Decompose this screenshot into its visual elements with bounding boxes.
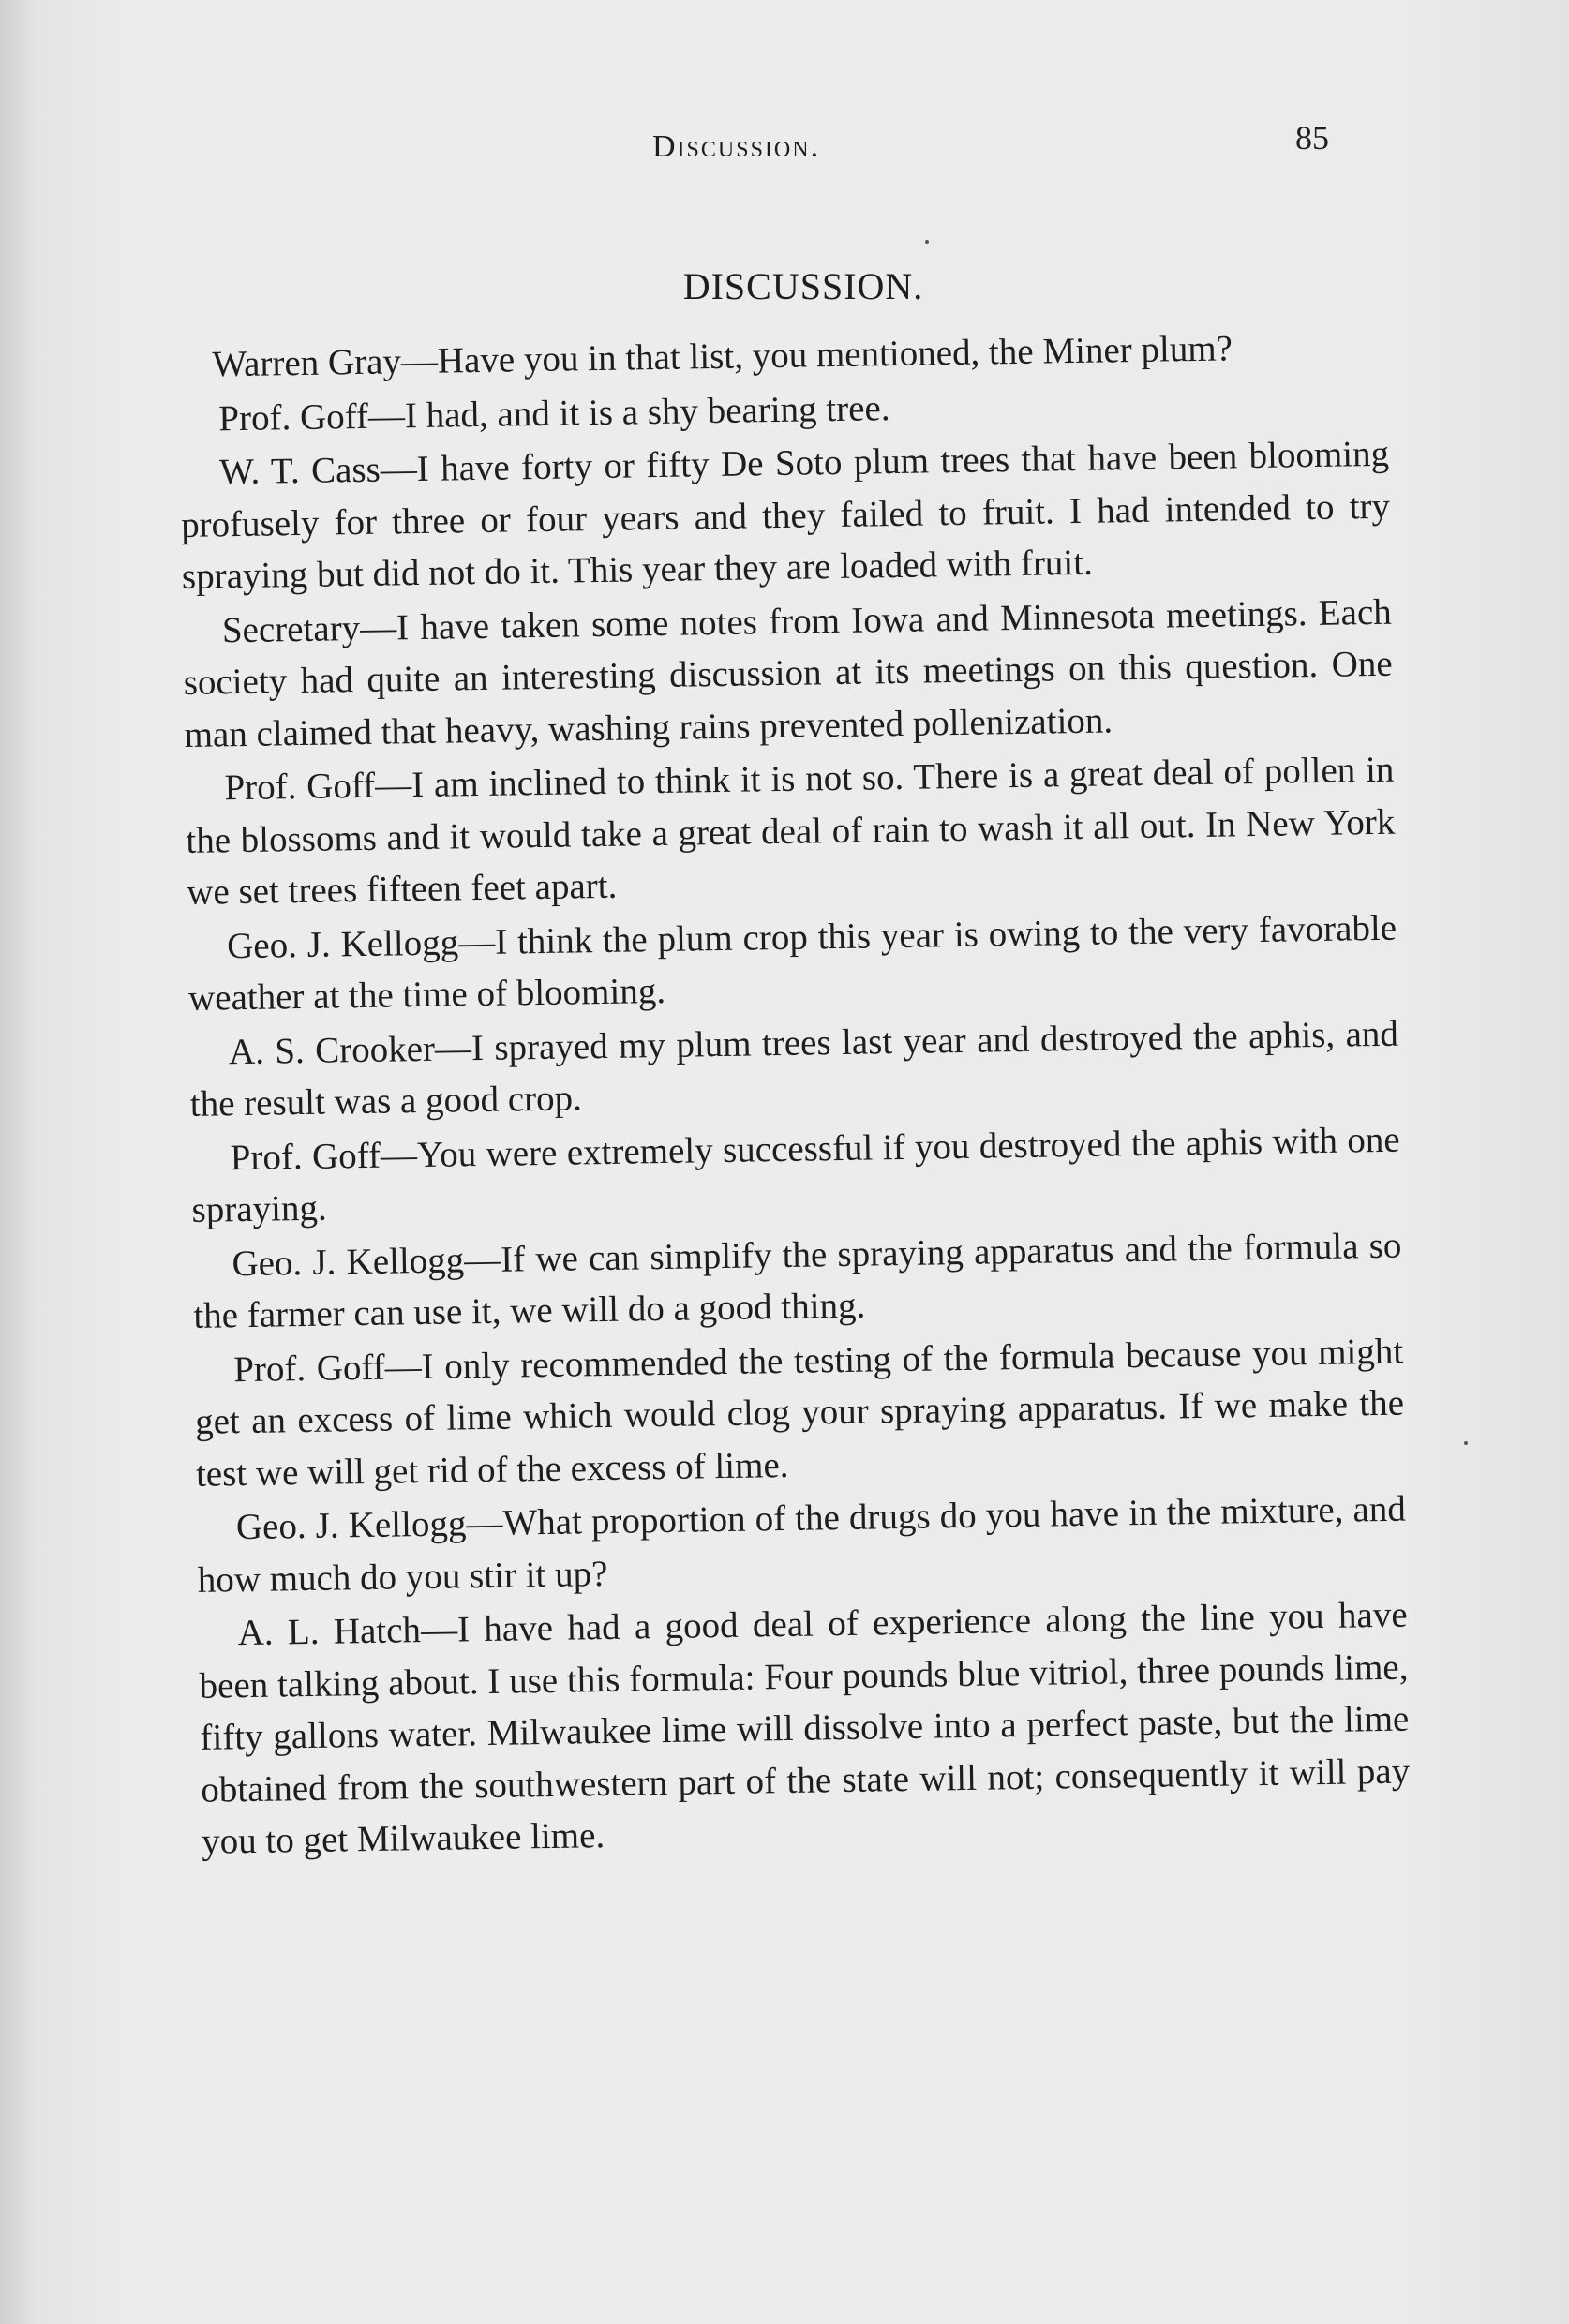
speaker-name: Prof. Goff [230,1135,381,1178]
speaker-name: Prof. Goff [232,1347,386,1390]
dash: — [457,921,496,962]
paragraph-text: I have taken some notes from Iowa and Minnesota meetings. Each society had quite an interesting discussion at its meetings on this question. One man claimed that heavy, washing rains prevented pollenization. [183,591,1393,755]
dash: — [374,765,412,806]
speaker-name: Geo. J. Kellogg [226,921,459,966]
print-speck [925,240,929,244]
discussion-body [178,320,1411,1870]
paragraph [189,1007,1400,1130]
paragraph [187,901,1398,1024]
running-head: Discussion. [652,129,821,164]
speaker-name: Geo. J. Kellogg [235,1503,467,1548]
dash: — [367,395,406,437]
paragraph-text: Have you in that list, you mentioned, the Miner plum? [437,328,1233,381]
dash: — [434,1027,472,1069]
speaker-name: Secretary [221,607,361,650]
dash: — [420,1609,458,1651]
speaker-name: Prof. Goff [224,765,376,809]
paragraph [192,1219,1403,1342]
paragraph-text: You were extremely successful if you destroyed the aphis with one spraying. [191,1119,1400,1230]
dash: — [359,606,397,648]
speaker-name: A. L. Hatch [237,1610,422,1654]
dash: — [380,449,418,490]
paragraph-text: I only recommended the testing of the formula because you might get an excess of lime which would clog your spraying apparatus. If we make the test we will get rid of the excess of lime. [194,1331,1405,1495]
paragraph-text: I am inclined to think it is not so. There is a great deal of pollen in the blossoms and it would take a great deal of rain to wash it all out. In New York we set trees fifteen feet apart. [186,749,1396,913]
paragraph [185,744,1396,919]
dash: — [400,340,439,382]
paragraph-text: I think the plum crop this year is owing to the very favorable weather at the time of blooming. [187,907,1397,1019]
speaker-name: Geo. J. Kellogg [232,1239,465,1284]
paragraph [196,1483,1407,1606]
dash: — [384,1346,423,1388]
paragraph [182,586,1393,761]
paragraph [198,1589,1411,1869]
paragraph-text: What proportion of the drugs do you have in the mixture, and how much do you stir it up? [197,1488,1407,1601]
paragraph [190,1113,1401,1236]
paragraph-text: I had, and it is a shy bearing tree. [404,387,890,436]
paragraph [194,1325,1405,1500]
dash: — [463,1239,501,1280]
speaker-name: Prof. Goff [217,395,369,439]
speaker-name: Warren Gray [212,341,402,385]
paragraph [180,428,1391,603]
dash: — [466,1502,503,1544]
speaker-name: W. T. Cass [218,449,381,493]
paragraph-text: I have forty or fifty De Soto plum trees that have been blooming profusely for three or four years and they failed to fruit. I had intended to try spraying but did not do it. This year they are loaded with fruit. [180,433,1391,597]
speaker-name: A. S. Crooker [228,1028,436,1072]
paragraph-text: I sprayed my plum trees last year and destroyed the aphis, and the result was a good crop. [189,1013,1399,1125]
page-number: 85 [1295,119,1329,156]
section-title: DISCUSSION. [682,265,924,307]
dash: — [380,1134,418,1176]
paragraph-text: If we can simplify the spraying apparatus and the formula so the farmer can use it, we will do a good thing. [193,1225,1402,1336]
print-speck [1464,1441,1468,1445]
paragraph-text: I have had a good deal of experience along the line you have been talking about. I use this formula: Four pounds blue vitriol, three pounds lime, fifty gallons water. Milwaukee lime will dissolve into a perfect paste, but the lime obtained from the southwestern part of the state will not; consequently it will pay you to get Milwaukee lime. [199,1594,1411,1862]
